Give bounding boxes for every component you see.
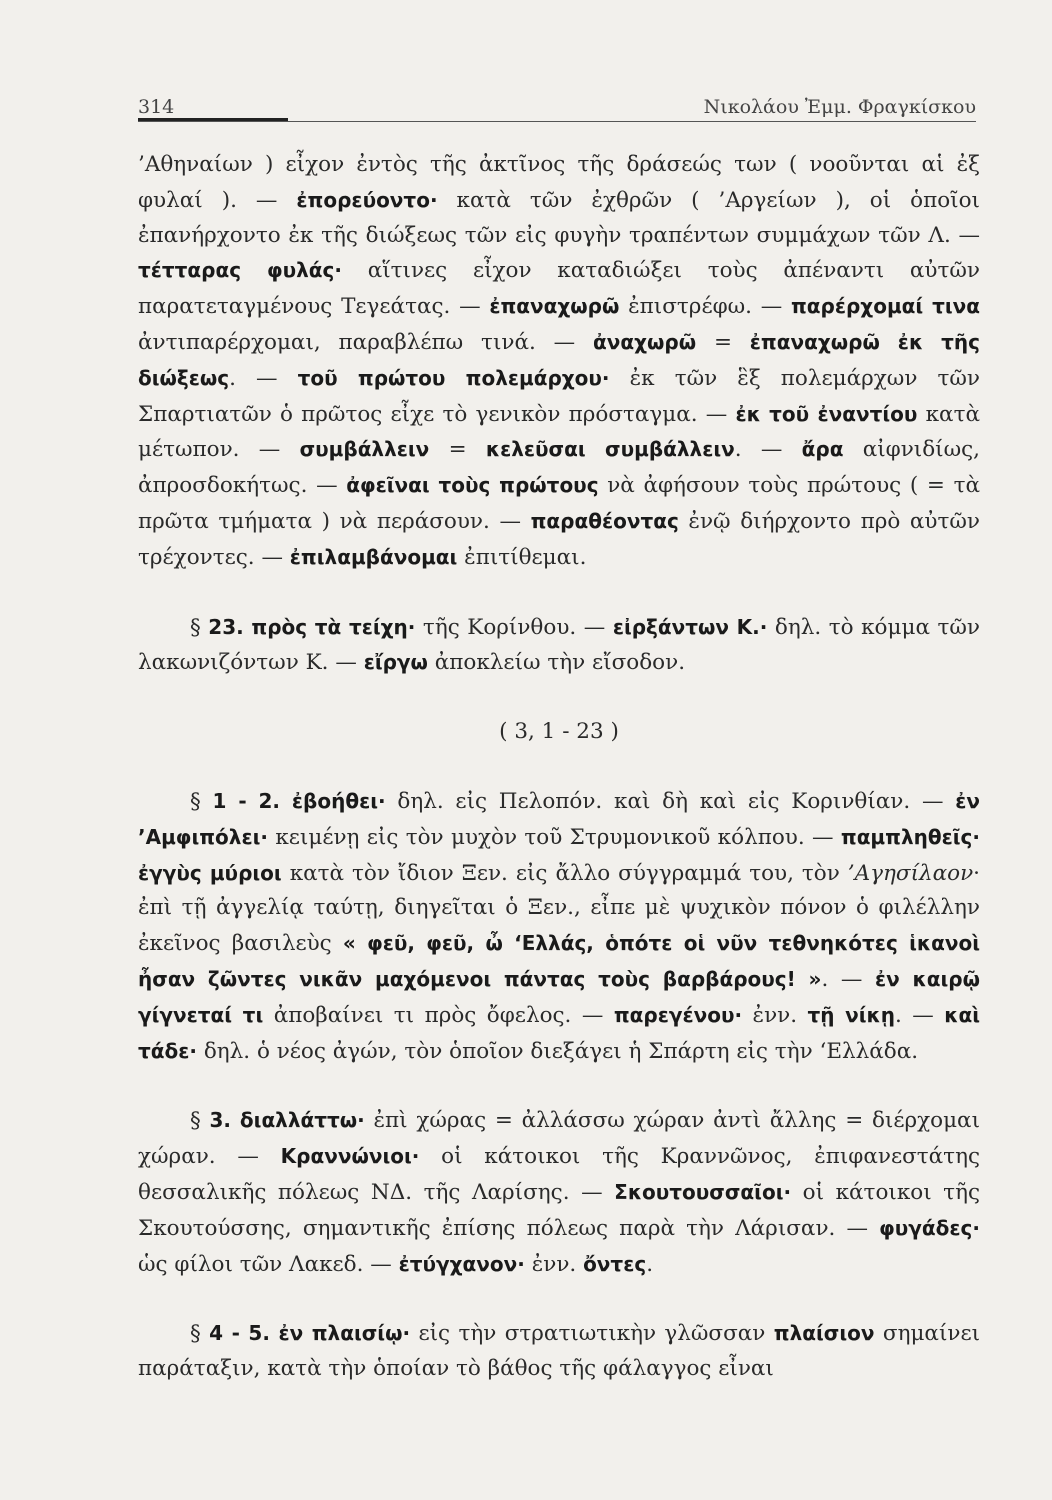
gloss-text: ὡς φίλοι τῶν Λακεδ. — xyxy=(138,1251,399,1277)
running-title: Νικολάου Ἐμμ. Φραγκίσκου xyxy=(703,96,976,118)
lemma-term: Κραννώνιοι· xyxy=(280,1144,420,1169)
spacer xyxy=(138,750,980,784)
gloss-text: ἐνν. xyxy=(742,1002,808,1028)
header-rule xyxy=(138,121,976,122)
spacer xyxy=(138,1282,980,1316)
lemma-term: τοῦ πρώτου πολεμάρχου· xyxy=(297,365,610,390)
lemma-term: ἀναχωρῶ xyxy=(593,329,697,354)
lemma-term: Σκουτουσσαῖοι· xyxy=(614,1179,792,1204)
gloss-text: νὰ ἀφήσουν τοὺς πρώτους ( = τὰ πρῶτα τμήματα ) νὰ περάσουν. — xyxy=(138,473,980,534)
gloss-text: = xyxy=(696,329,750,355)
lemma-term: ἐτύγχανον· xyxy=(398,1251,525,1276)
gloss-text: . xyxy=(646,1251,654,1277)
gloss-text: οἱ κάτοικοι τῆς Κραννῶνος, ἐπιφανεστάτης θεσσαλικῆς πόλεως ΝΔ. τῆς Λαρίσης. — xyxy=(138,1144,980,1205)
spacer xyxy=(138,576,980,610)
paragraph-continuation xyxy=(138,148,980,576)
gloss-text: § xyxy=(190,788,213,814)
gloss-text: κατὰ τὸν ἴδιον Ξεν. εἰς ἄλλο σύγγραμμά του, τὸν xyxy=(281,860,848,886)
lemma-term: ἐπορεύοντο· xyxy=(296,187,438,212)
gloss-text: ἐνν. xyxy=(524,1251,584,1277)
gloss-text: δηλ. εἰς Πελοπόν. καὶ δὴ καὶ εἰς Κορινθίαν. — xyxy=(385,788,956,814)
gloss-text: ’Αθηναίων ) εἶχον ἐντὸς τῆς ἀκτῖνος τῆς δράσεώς των ( νοοῦνται αἱ ἐξ φυλαί ). — xyxy=(138,152,980,213)
gloss-text: ἐκ τῶν ἓξ πολεμάρχων τῶν Σπαρτιατῶν ὁ πρῶτος εἶχε τὸ γενικὸν πρόσταγμα. — xyxy=(138,365,980,427)
lemma-term: τέτταρας φυλάς· xyxy=(138,258,342,283)
lemma-term: 4 - 5. ἐν πλαισίῳ· xyxy=(209,1321,411,1346)
lemma-term: ἄρα xyxy=(801,437,844,462)
gloss-text: σημαίνει παράταξιν, κατὰ τὴν ὁποίαν τὸ βάθος τῆς φάλαγγος εἶναι xyxy=(138,1321,981,1382)
italic-title: ’Αγησίλαον xyxy=(847,860,974,886)
lemma-term: παρεγένου· xyxy=(613,1002,743,1027)
paragraph-section-4-5 xyxy=(138,1316,980,1387)
lemma-term: ἐν καιρῷ γίγνεταί τι xyxy=(138,966,980,1027)
lemma-term: ἐπαναχωρῶ ἐκ τῆς διώξεως xyxy=(138,329,980,390)
gloss-text: κατὰ τῶν ἐχθρῶν ( ’Αργείων ), οἱ ὁποῖοι ἐπανήρχοντο ἐκ τῆς διώξεως τῶν εἰς φυγὴν τραπέντων συμμάχων τῶν Λ. — xyxy=(138,187,980,248)
page-header xyxy=(138,78,976,118)
lemma-term: ἀφεῖναι τοὺς πρώτους xyxy=(346,473,599,498)
gloss-text: κατὰ μέτωπον. — xyxy=(138,401,980,463)
chapter-heading: ( 3, 1 - 23 ) xyxy=(499,719,619,745)
gloss-text: · ἐπὶ τῇ ἀγγελίᾳ ταύτῃ, διηγεῖται ὁ Ξεν., εἶπε μὲ ψυχικὸν πόνον ὁ φιλέλλην ἐκεῖνος βασιλεὺς xyxy=(138,860,980,957)
paragraph-section-3 xyxy=(138,1103,980,1282)
paragraph-section-1-2 xyxy=(138,784,980,1069)
gloss-text: . — xyxy=(821,966,876,992)
gloss-text: ἐπιστρέφω. — xyxy=(619,294,791,320)
gloss-text: . — xyxy=(734,437,802,463)
gloss-text: δηλ. τὸ κόμμα τῶν λακωνιζόντων Κ. — xyxy=(138,614,980,676)
gloss-text: ἐπὶ χώρας = ἀλλάσσω χώραν ἀντὶ ἄλλης = διέρχομαι χώραν. — xyxy=(138,1108,981,1170)
gloss-text: . — xyxy=(229,365,298,391)
lemma-term: 1 - 2. ἐβοήθει· xyxy=(212,788,386,813)
gloss-text: § xyxy=(190,1321,210,1347)
lemma-term: ἐπιλαμβάνομαι xyxy=(289,544,458,569)
lemma-term: ἐν ’Αμφιπόλει· xyxy=(138,788,981,849)
lemma-term: ἐκ τοῦ ἐναντίου xyxy=(735,401,918,426)
gloss-text: τῆς Κορίνθου. — xyxy=(415,614,613,640)
gloss-text: δηλ. ὁ νέος ἀγών, τὸν ὁποῖον διεξάγει ἡ Σπάρτη εἰς τὴν ‘Ελλάδα. xyxy=(196,1038,919,1064)
gloss-text: κειμένῃ εἰς τὸν μυχὸν τοῦ Στρυμονικοῦ κόλπου. — xyxy=(267,824,841,850)
lemma-term: τῇ νίκῃ xyxy=(807,1002,895,1027)
lemma-term: ἐπαναχωρῶ xyxy=(489,294,620,319)
commentary-text xyxy=(138,148,980,1387)
lemma-term: καὶ τάδε· xyxy=(138,1002,981,1063)
lemma-term: συμβάλλειν xyxy=(299,437,430,462)
lemma-term: εἴργω xyxy=(363,650,428,675)
lemma-term: εἰρξάντων Κ.· xyxy=(612,614,768,639)
gloss-text: αἰφνιδίως, ἀπροσδοκήτως. — xyxy=(138,437,980,499)
spacer xyxy=(138,681,980,715)
gloss-text: ἐπιτίθεμαι. xyxy=(457,544,587,570)
gloss-text: ἀποβαίνει τι πρὸς ὄφελος. — xyxy=(263,1002,614,1028)
spacer xyxy=(138,1069,980,1103)
lemma-term: ὄντες xyxy=(583,1251,647,1276)
gloss-text: αἵτινες εἶχον καταδιώξει τοὺς ἀπέναντι αὐτῶν παρατεταγμένους Τεγεάτας. — xyxy=(138,258,980,320)
gloss-text: ἀποκλείω τὴν εἴσοδον. xyxy=(427,650,686,676)
lemma-term: 23. πρὸς τὰ τείχη· xyxy=(208,614,416,639)
gloss-text: . — xyxy=(894,1002,945,1028)
lemma-term: παρέρχομαί τινα xyxy=(790,294,980,319)
gloss-text: ἐνῷ διήρχοντο πρὸ αὐτῶν τρέχοντες. — xyxy=(138,508,981,570)
gloss-text: § xyxy=(190,614,209,640)
lemma-term: « φεῦ, φεῦ, ὦ ‘Ελλάς, ὁπότε οἱ νῦν τεθνηκότες ἱκανοὶ ἦσαν ζῶντες νικᾶν μαχόμενοι πάντας τοὺς βαρβάρους! » xyxy=(138,931,980,991)
gloss-text: ἀντιπαρέρχομαι, παραβλέπω τινά. — xyxy=(138,329,593,355)
lemma-term: παμπληθεῖς· ἐγγὺς μύριοι xyxy=(138,824,980,885)
lemma-term: παραθέοντας xyxy=(530,508,679,533)
paragraph-section-23 xyxy=(138,610,980,682)
lemma-term: φυγάδες· xyxy=(879,1215,980,1240)
lemma-term: πλαίσιον xyxy=(773,1321,875,1346)
gloss-text: = xyxy=(429,437,486,463)
lemma-term: 3. διαλλάττω· xyxy=(209,1108,365,1133)
gloss-text: εἰς τὴν στρατιωτικὴν γλῶσσαν xyxy=(410,1321,774,1347)
lemma-term: κελεῦσαι συμβάλλειν xyxy=(485,437,735,462)
gloss-text: § xyxy=(190,1108,210,1134)
gloss-text: οἱ κάτοικοι τῆς Σκουτούσσης, σημαντικῆς ἐπίσης πόλεως παρὰ τὴν Λάρισαν. — xyxy=(138,1179,981,1241)
page-number: 314 xyxy=(138,96,175,118)
